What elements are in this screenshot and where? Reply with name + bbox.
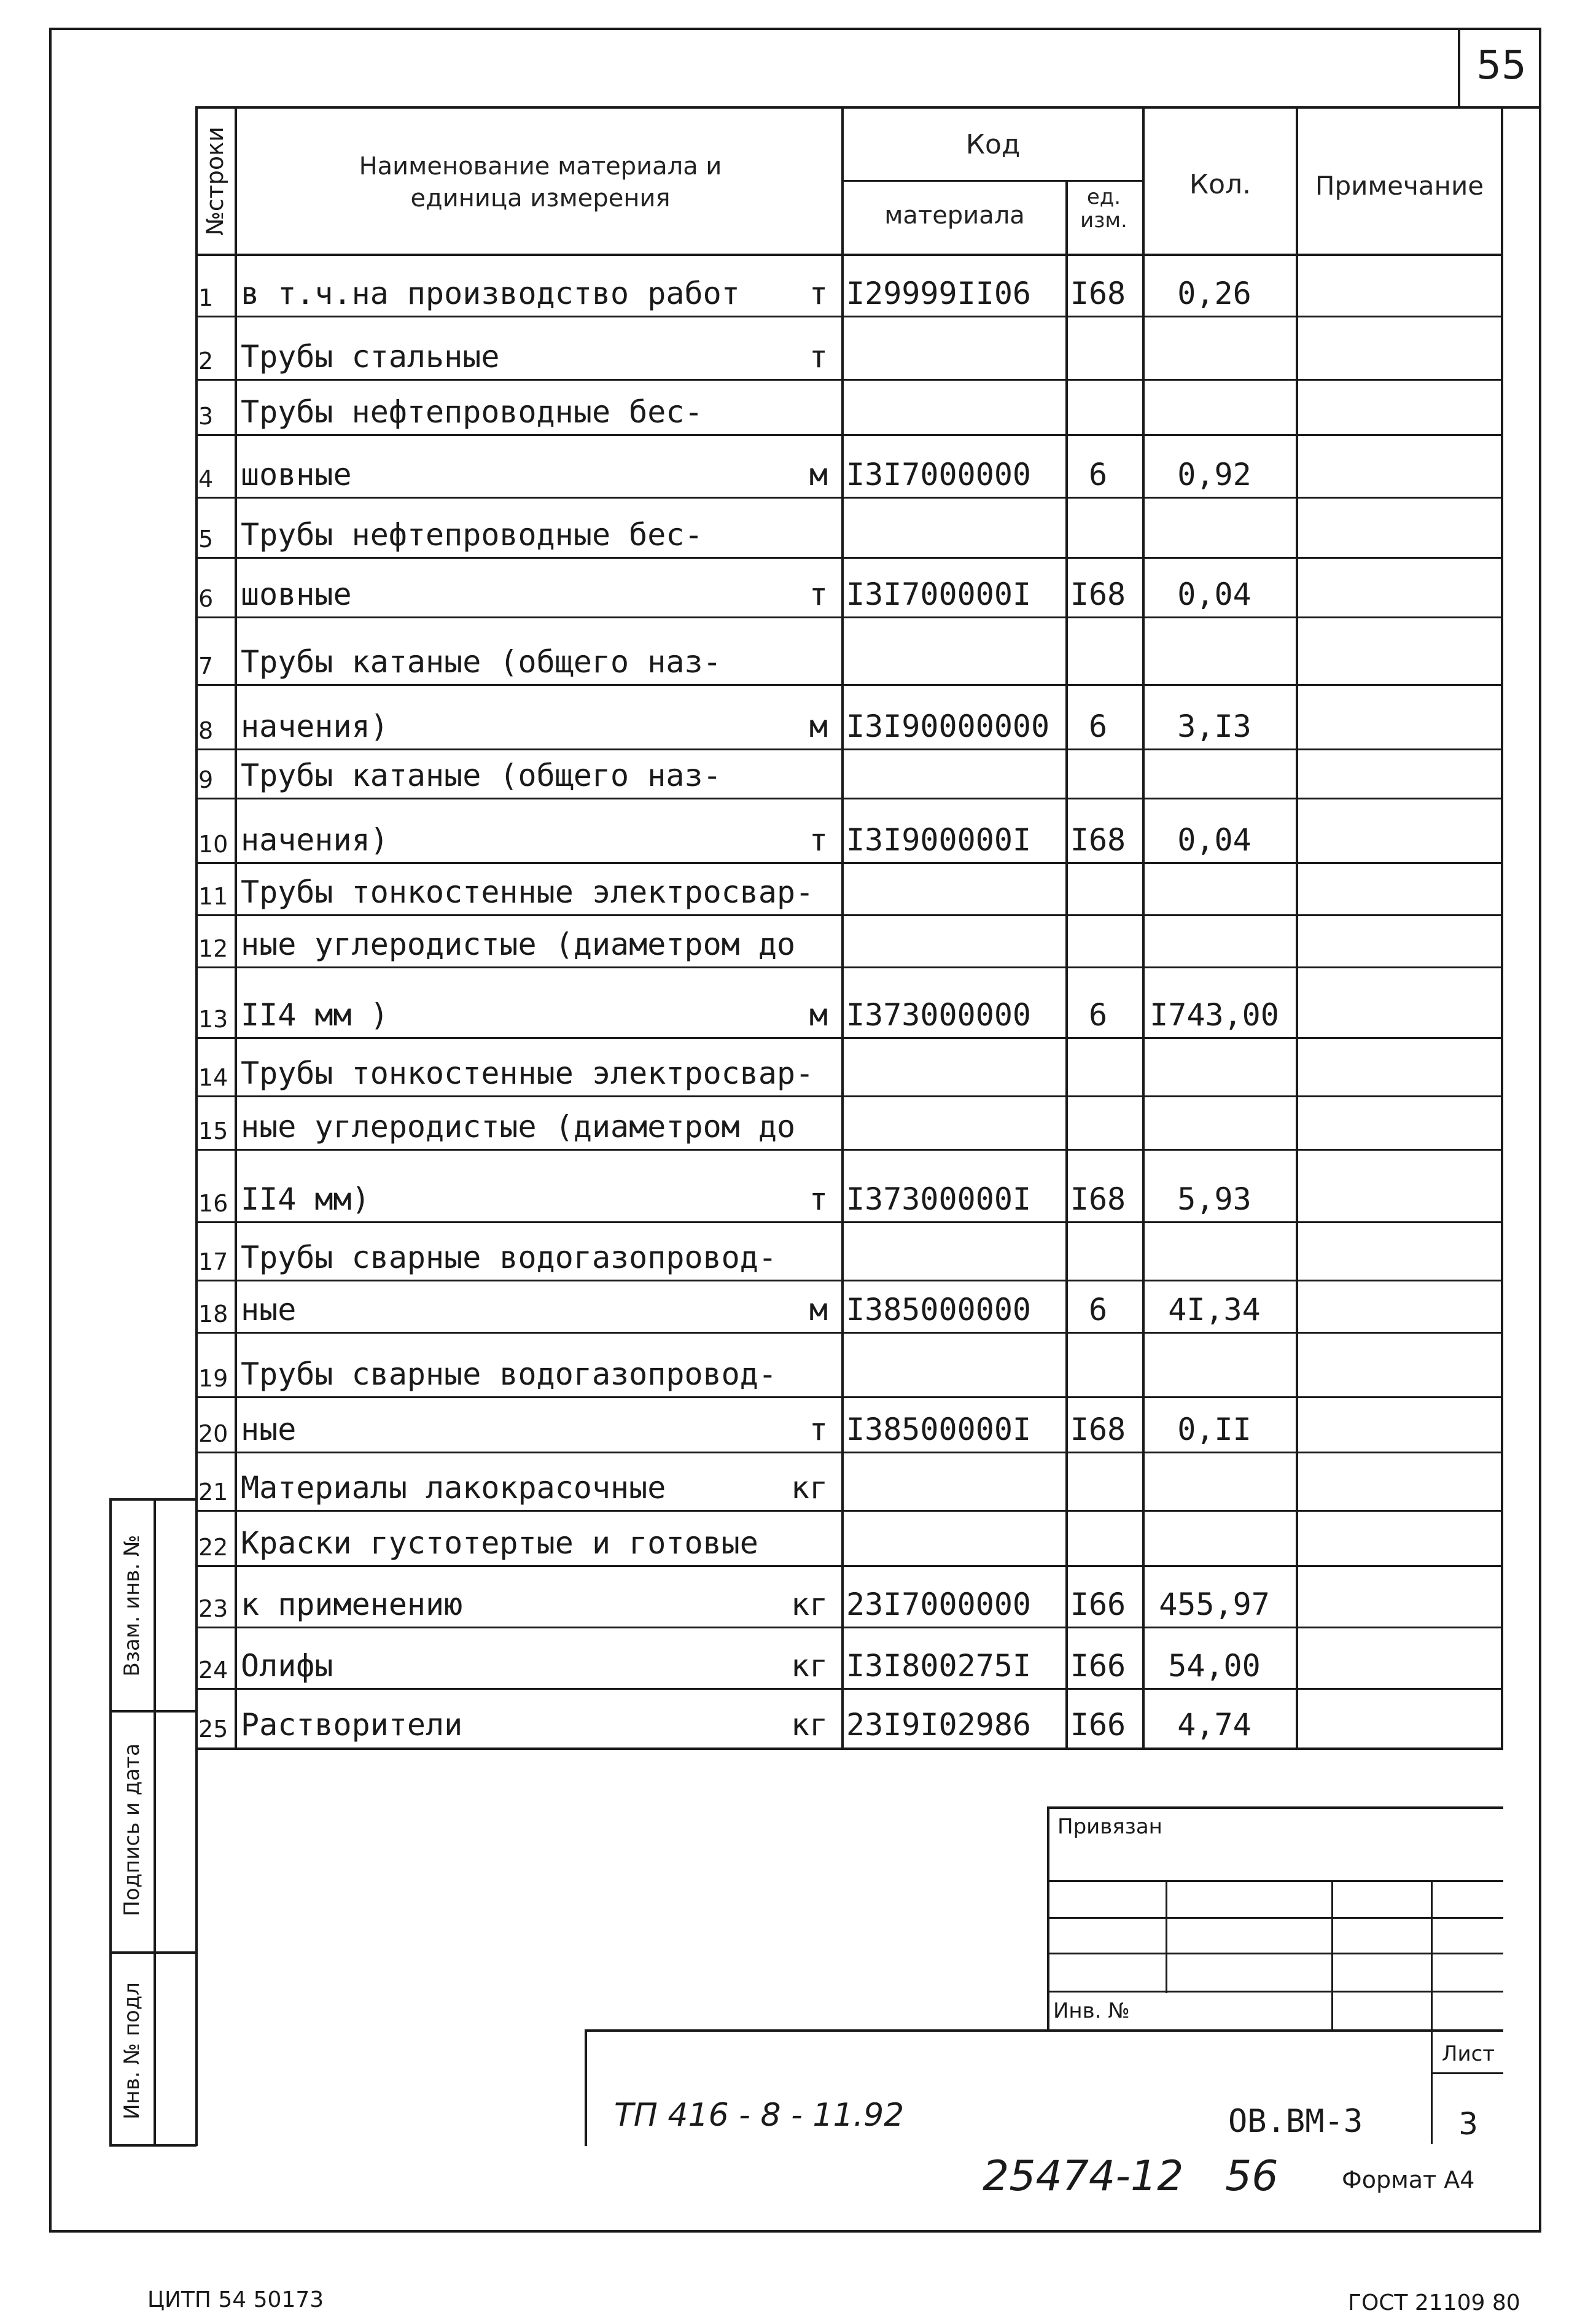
table-row: [197, 435, 1498, 497]
footer-handwritten: 25474-12: [983, 2152, 1184, 2201]
material-unit: кг: [791, 1707, 828, 1743]
material-unit: т: [809, 822, 828, 858]
row-number: 2: [198, 348, 214, 375]
material-name: Трубы сварные водогазопровод-: [241, 1356, 777, 1392]
unit-code: I68: [1070, 276, 1126, 311]
material-name: Материалы лакокрасочные: [241, 1470, 666, 1506]
title-block-list-h: [1431, 2072, 1503, 2074]
stamp-privyazan: Привязан: [1057, 1814, 1162, 1839]
table-row: [197, 497, 1498, 558]
table-row: [197, 1510, 1498, 1566]
quantity: 54,00: [1168, 1648, 1261, 1684]
quantity: 0,04: [1177, 577, 1251, 612]
unit-code: I66: [1070, 1707, 1126, 1743]
material-unit: т: [809, 577, 828, 612]
row-number: 10: [198, 831, 228, 858]
table-row: [197, 685, 1498, 749]
footer-right: ГОСТ 21109 80: [1348, 2290, 1520, 2315]
table-row: [197, 379, 1498, 435]
material-name: Трубы катаные (общего наз-: [241, 758, 722, 793]
material-name: к применению: [241, 1587, 463, 1622]
material-code: I38500000I: [846, 1412, 1032, 1447]
row-number: 3: [198, 403, 214, 430]
quantity: 0,04: [1177, 822, 1251, 858]
row-number: 16: [198, 1190, 228, 1217]
material-name: в т.ч.на производство работ: [241, 276, 740, 311]
stamp-grid-h4: [1047, 1991, 1503, 1992]
table-col-right: [1501, 106, 1503, 1749]
material-name: ные: [241, 1412, 297, 1447]
header-material: материала: [884, 201, 1025, 230]
sheet-box-left: [1458, 28, 1460, 107]
material-name: ные: [241, 1292, 297, 1328]
stamp-grid-v2: [1331, 1880, 1333, 2031]
unit-code: I66: [1070, 1648, 1126, 1684]
table-row: [197, 558, 1498, 617]
quantity: 4I,34: [1168, 1292, 1261, 1328]
material-code: I29999II06: [846, 276, 1032, 311]
table-row: [197, 1452, 1498, 1510]
margin-strip-top: [109, 1498, 197, 1501]
unit-code: 6: [1088, 1292, 1108, 1328]
material-unit: кг: [791, 1648, 828, 1684]
material-name: Олифы: [241, 1648, 333, 1684]
table-row: [197, 316, 1498, 379]
material-unit: м: [809, 997, 828, 1033]
material-unit: т: [809, 339, 828, 375]
material-unit: т: [809, 1181, 828, 1217]
title-block-left: [585, 2029, 587, 2146]
material-name: ные углеродистые (диаметром до: [241, 927, 796, 962]
material-name: Краски густотертые и готовые: [241, 1525, 758, 1561]
material-code: I3I7000000: [846, 457, 1032, 492]
header-name: Наименование материала и единица измерения: [359, 152, 722, 212]
row-number: 13: [198, 1006, 228, 1033]
stamp-inv-no: Инв. №: [1053, 1999, 1130, 2023]
table-top: [195, 106, 1503, 109]
quantity: 3,I3: [1177, 709, 1251, 744]
table-row: [197, 1222, 1498, 1280]
outer-frame-bottom: [49, 2230, 1541, 2233]
side-label-vzam: Взам. инв. №: [120, 1534, 144, 1677]
row-number: 7: [198, 653, 214, 680]
side-label-podpis: Подпись и дата: [120, 1743, 144, 1916]
material-unit: т: [809, 276, 828, 311]
material-name: Трубы нефтепроводные бес-: [241, 517, 703, 553]
row-number: 23: [198, 1595, 228, 1622]
table-row: [197, 1038, 1498, 1096]
material-unit: кг: [791, 1587, 828, 1622]
unit-code: I68: [1070, 1181, 1126, 1217]
material-name: Трубы тонкостенные электросвар-: [241, 1056, 814, 1091]
row-number: 1: [198, 284, 214, 311]
table-row: [197, 1096, 1498, 1149]
table-row: [197, 1149, 1498, 1222]
header-code-split: [841, 180, 1145, 182]
footer-format: Формат А4: [1342, 2166, 1475, 2193]
table-row: [197, 1627, 1498, 1689]
table-row: [197, 967, 1498, 1038]
margin-strip-div1: [109, 1710, 197, 1713]
row-number: 21: [198, 1479, 228, 1506]
table-row: [197, 1397, 1498, 1452]
material-name: II4 мм ): [241, 997, 389, 1033]
material-name: шовные: [241, 577, 352, 612]
quantity: 455,97: [1159, 1587, 1270, 1622]
row-number: 22: [198, 1534, 228, 1561]
unit-code: 6: [1088, 457, 1108, 492]
material-name: Трубы сварные водогазопровод-: [241, 1240, 777, 1275]
row-number: 9: [198, 766, 214, 793]
outer-frame-left: [49, 28, 52, 2232]
table-row: [197, 1280, 1498, 1332]
quantity: 4,74: [1177, 1707, 1251, 1743]
row-number: 4: [198, 465, 214, 492]
material-unit: м: [809, 709, 828, 744]
quantity: 0,II: [1177, 1412, 1251, 1447]
stamp-grid-v1: [1166, 1880, 1167, 1993]
quantity: 0,92: [1177, 457, 1251, 492]
table-row: [197, 915, 1498, 967]
row-number: 17: [198, 1248, 228, 1275]
row-number: 19: [198, 1365, 228, 1392]
material-code: I37300000I: [846, 1181, 1032, 1217]
stamp-grid-h3: [1047, 1953, 1503, 1954]
table-row: [197, 749, 1498, 798]
sheet-number-top: 55: [1476, 43, 1527, 88]
row-number: 24: [198, 1657, 228, 1684]
material-name: начения): [241, 709, 389, 744]
table-row: [197, 617, 1498, 685]
material-unit: м: [809, 457, 828, 492]
outer-frame-right: [1539, 28, 1541, 2232]
row-number: 18: [198, 1300, 228, 1328]
stamp-sheet: 3: [1458, 2106, 1478, 2142]
table-row: [197, 863, 1498, 915]
table-row: [197, 1689, 1498, 1748]
stamp-privyazan-top: [1047, 1806, 1503, 1809]
row-number: 6: [198, 585, 214, 612]
material-code: I385000000: [846, 1292, 1032, 1328]
table-row: [197, 1566, 1498, 1627]
row-number: 8: [198, 717, 214, 744]
table-row: [197, 798, 1498, 863]
material-code: I3I900000I: [846, 822, 1032, 858]
table-row: [197, 255, 1498, 316]
header-qty: Кол.: [1189, 169, 1251, 200]
unit-code: I68: [1070, 1412, 1126, 1447]
row-number: 14: [198, 1064, 228, 1091]
margin-strip-left: [109, 1498, 112, 2146]
stamp-grid-v3: [1431, 1880, 1433, 2144]
material-name: II4 мм): [241, 1181, 370, 1217]
table-bottom: [195, 1748, 1503, 1750]
unit-code: I68: [1070, 577, 1126, 612]
header-code: Код: [965, 129, 1021, 160]
row-number: 15: [198, 1118, 228, 1145]
row-number: 20: [198, 1420, 228, 1447]
header-row-number: №строки: [201, 126, 228, 236]
material-unit: кг: [791, 1470, 828, 1506]
material-name: Растворители: [241, 1707, 463, 1743]
unit-code: 6: [1088, 997, 1108, 1033]
quantity: 0,26: [1177, 276, 1251, 311]
material-name: Трубы тонкостенные электросвар-: [241, 874, 814, 910]
quantity: I743,00: [1150, 997, 1279, 1033]
material-name: шовные: [241, 457, 352, 492]
outer-frame-top: [49, 28, 1541, 30]
unit-code: 6: [1088, 709, 1108, 744]
row-number: 25: [198, 1716, 228, 1743]
material-name: Трубы катаные (общего наз-: [241, 644, 722, 680]
stamp-grid-h2: [1047, 1917, 1503, 1919]
material-name: Трубы нефтепроводные бес-: [241, 394, 703, 430]
margin-strip-inner: [154, 1498, 156, 2146]
quantity: 5,93: [1177, 1181, 1251, 1217]
material-unit: м: [809, 1292, 828, 1328]
unit-code: I66: [1070, 1587, 1126, 1622]
material-code: I3I700000I: [846, 577, 1032, 612]
material-name: ные углеродистые (диаметром до: [241, 1109, 796, 1145]
footer-left: ЦИТП 54 50173: [147, 2287, 324, 2312]
unit-code: I68: [1070, 822, 1126, 858]
material-name: начения): [241, 822, 389, 858]
stamp-designation: ТП 416 - 8 - 11.92: [614, 2097, 905, 2134]
material-code: 23I7000000: [846, 1587, 1032, 1622]
material-code: I373000000: [846, 997, 1032, 1033]
side-label-inv: Инв. № подл: [120, 1982, 144, 2120]
stamp-list-label: Лист: [1441, 2042, 1495, 2066]
stamp-grid-h1: [1047, 1880, 1503, 1882]
material-code: I3I800275I: [846, 1648, 1032, 1684]
row-number: 11: [198, 883, 228, 910]
row-number: 5: [198, 526, 214, 553]
header-unit-code: ед. изм.: [1080, 185, 1127, 233]
row-number: 12: [198, 935, 228, 962]
title-block-top: [585, 2029, 1503, 2032]
material-code: 23I9I02986: [846, 1707, 1032, 1743]
stamp-drawing: ОВ.ВМ-3: [1228, 2103, 1363, 2140]
material-unit: т: [809, 1412, 828, 1447]
material-code: I3I90000000: [846, 709, 1050, 744]
header-note: Примечание: [1315, 171, 1484, 201]
table-row: [197, 1332, 1498, 1397]
footer-handwritten-page: 56: [1225, 2152, 1279, 2201]
material-name: Трубы стальные: [241, 339, 500, 375]
